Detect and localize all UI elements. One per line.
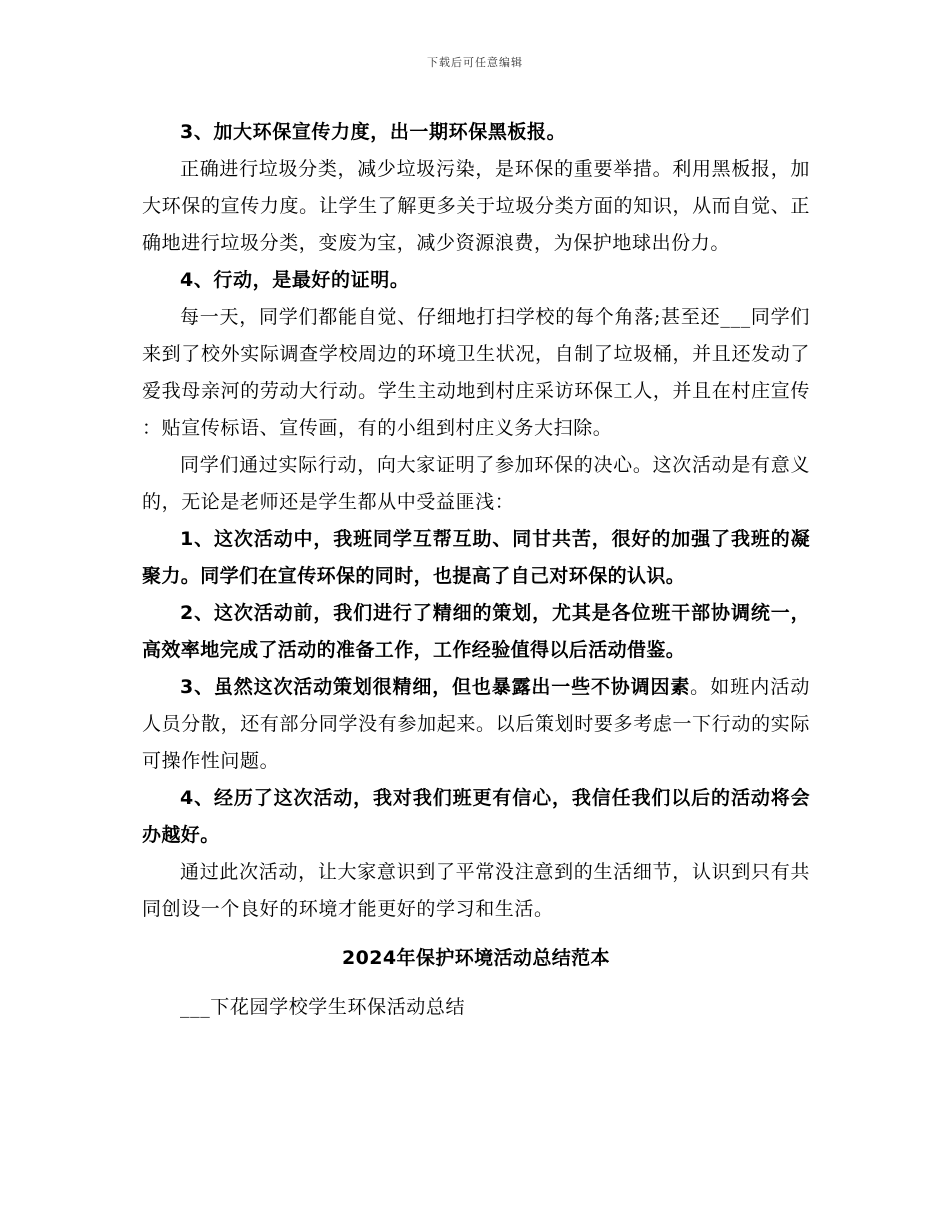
point-3-issues-bold: 3、虽然这次活动策划很精细，但也暴露出一些不协调因素	[180, 676, 691, 698]
document-body	[142, 114, 810, 1026]
section-subtitle: ___下花园学校学生环保活动总结	[180, 996, 466, 1018]
page-header-note: 下载后可任意编辑	[427, 56, 523, 69]
paragraph-daily-cleaning: 每一天，同学们都能自觉、仔细地打扫学校的每个角落;甚至还___同学们来到了校外实际调查学校周边的环境卫生状况，自制了垃圾桶，并且还发动了爱我母亲河的劳动大行动。学生主动地到村庄采访环保工人，并且在村庄宣传：贴宣传标语、宣传画，有的小组到村庄义务大扫除。	[142, 306, 810, 439]
heading-4-action: 4、行动，是最好的证明。	[180, 269, 410, 291]
paragraph-garbage-sorting: 正确进行垃圾分类，减少垃圾污染，是环保的重要举措。利用黑板报，加大环保的宣传力度。让学生了解更多关于垃圾分类方面的知识，从而自觉、正确地进行垃圾分类，变废为宝，减少资源浪费，为保护地球出份力。	[142, 158, 810, 254]
point-1-cohesion: 1、这次活动中，我班同学互帮互助、同甘共苦，很好的加强了我班的凝聚力。同学们在宣传环保的同时，也提高了自己对环保的认识。	[142, 528, 810, 587]
heading-3-publicity: 3、加大环保宣传力度，出一期环保黑板报。	[180, 121, 567, 143]
point-4-confidence: 4、经历了这次活动，我对我们班更有信心，我信任我们以后的活动将会办越好。	[142, 787, 810, 846]
paragraph-conclusion: 通过此次活动，让大家意识到了平常没注意到的生活细节，认识到只有共同创设一个良好的环境才能更好的学习和生活。	[142, 861, 810, 920]
point-2-planning: 2、这次活动前，我们进行了精细的策划，尤其是各位班干部协调统一，高效率地完成了活动的准备工作，工作经验值得以后活动借鉴。	[142, 602, 810, 661]
paragraph-determination: 同学们通过实际行动，向大家证明了参加环保的决心。这次活动是有意义的，无论是老师还是学生都从中受益匪浅：	[142, 454, 810, 513]
point-3-issues-rest: 。如班内活动人员分散，还有部分同学没有参加起来。以后策划时要多考虑一下行动的实际可操作性问题。	[142, 676, 810, 772]
section-title: 2024年保护环境活动总结范本	[342, 947, 610, 969]
point-3-issues	[142, 669, 810, 780]
